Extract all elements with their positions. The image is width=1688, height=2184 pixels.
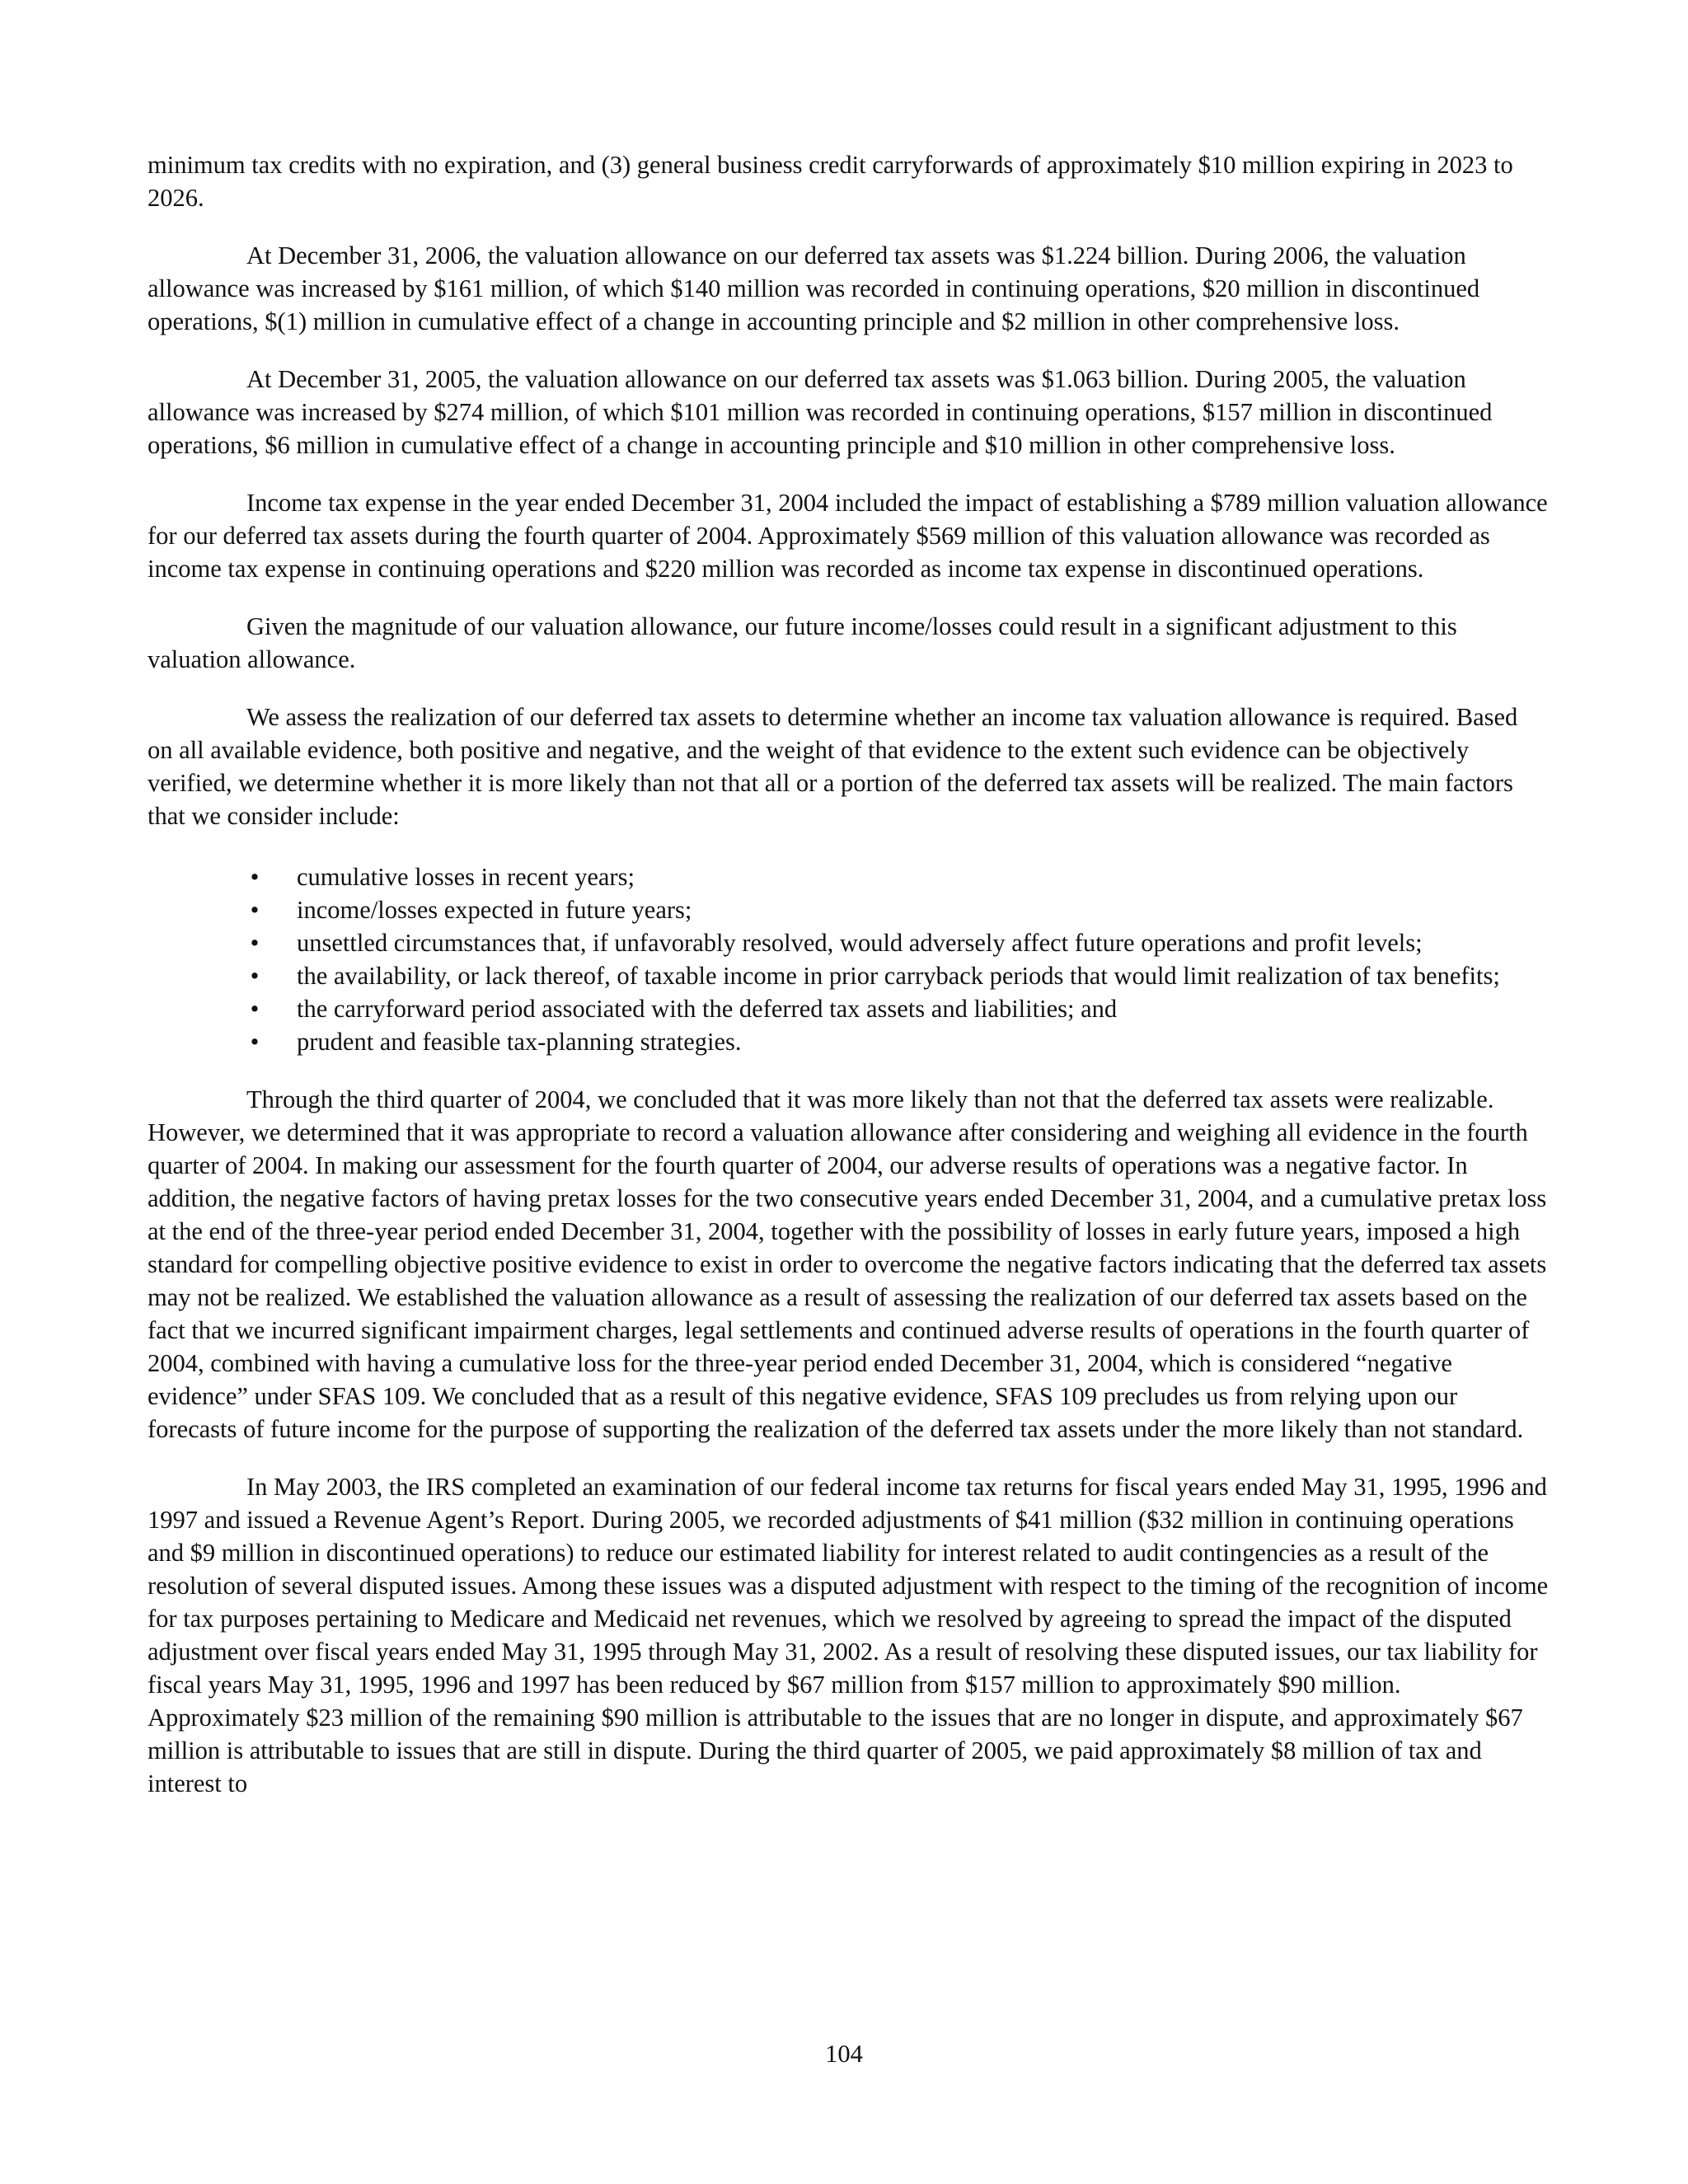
paragraph-valuation-2005: At December 31, 2005, the valuation allowance on our deferred tax assets was $1.063 billion. During 2005, the valuation allowance was increased by $274 million, of which $101 million was recorded in continuing operations, $157 million in discontinued operations, $6 million in cumulative effect of a change in accounting principle and $10 million in other comprehensive loss. — [148, 365, 1493, 459]
factors-list — [148, 860, 1549, 1058]
paragraph-third-quarter-2004: Through the third quarter of 2004, we concluded that it was more likely than not that the deferred tax assets were realizable. However, we determined that it was appropriate to record a valuation allowance after considering and weighing all evidence in the fourth quarter of 2004. In making our assessment for the fourth quarter of 2004, our adverse results of operations was a negative factor. In addition, the negative factors of having pretax losses for the two consecutive years ended December 31, 2004, and a cumulative pretax loss at the end of the three-year period ended December 31, 2004, together with the possibility of losses in early future years, imposed a high standard for compelling objective positive evidence to exist in order to overcome the negative factors indicating that the deferred tax assets may not be realized. We established the valuation allowance as a result of assessing the realization of our deferred tax assets based on the fact that we incurred significant impairment charges, legal settlements and continued adverse results of operations in the fourth quarter of 2004, combined with having a cumulative loss for the three-year period ended December 31, 2004, which is considered “negative evidence” under SFAS 109. We concluded that as a result of this negative evidence, SFAS 109 precludes us from relying upon our forecasts of future income for the purpose of supporting the realization of the deferred tax assets under the more likely than not standard. — [148, 1085, 1547, 1443]
paragraph-income-tax-2004: Income tax expense in the year ended December 31, 2004 included the impact of establishing a $789 million valuation allowance for our deferred tax assets during the fourth quarter of 2004. Approximately $569 million of this valuation allowance was recorded as income tax expense in continuing operations and $220 million was recorded as income tax expense in discontinued operations. — [148, 489, 1548, 583]
list-item — [148, 959, 1549, 992]
paragraph-valuation-2006: At December 31, 2006, the valuation allowance on our deferred tax assets was $1.224 billion. During 2006, the valuation allowance was increased by $161 million, of which $140 million was recorded in continuing operations, $20 million in discontinued operations, $(1) million in cumulative effect of a change in accounting principle and $2 million in other comprehensive loss. — [148, 241, 1480, 335]
paragraph-continuation: minimum tax credits with no expiration, and (3) general business credit carryforwards of approximately $10 million expiring in 2023 to 2026. — [148, 151, 1513, 212]
list-item-text: the carryforward period associated with the deferred tax assets and liabilities; and — [297, 995, 1118, 1023]
list-item — [148, 992, 1549, 1025]
list-item — [148, 926, 1549, 959]
list-item — [148, 1025, 1549, 1058]
bullet-icon: • — [250, 995, 260, 1023]
bullet-icon: • — [250, 929, 260, 957]
paragraph-magnitude: Given the magnitude of our valuation allowance, our future income/losses could result in a significant adjustment to this valuation allowance. — [148, 612, 1457, 673]
bullet-icon: • — [250, 863, 260, 891]
list-item — [148, 860, 1549, 893]
paragraph-irs-examination: In May 2003, the IRS completed an examination of our federal income tax returns for fiscal years ended May 31, 1995, 1996 and 1997 and issued a Revenue Agent’s Report. During 2005, we recorded adjustments of $41 million ($32 million in continuing operations and $9 million in discontinued operations) to reduce our estimated liability for interest related to audit contingencies as a result of the resolution of several disputed issues. Among these issues was a disputed adjustment with respect to the timing of the recognition of income for tax purposes pertaining to Medicare and Medicaid net revenues, which we resolved by agreeing to spread the impact of the disputed adjustment over fiscal years ended May 31, 1995 through May 31, 2002. As a result of resolving these disputed issues, our tax liability for fiscal years May 31, 1995, 1996 and 1997 has been reduced by $67 million from $157 million to approximately $90 million. Approximately $23 million of the remaining $90 million is attributable to the issues that are no longer in dispute, and approximately $67 million is attributable to issues that are still in dispute. During the third quarter of 2005, we paid approximately $8 million of tax and interest to — [148, 1473, 1549, 1797]
list-item-text: income/losses expected in future years; — [297, 896, 692, 924]
list-item — [148, 893, 1549, 926]
bullet-icon: • — [250, 962, 260, 990]
paragraph-assessment: We assess the realization of our deferred tax assets to determine whether an income tax valuation allowance is required. Based on all available evidence, both positive and negative, and the weight of that evidence to the extent such evidence can be objectively verified, we determine whether it is more likely than not that all or a portion of the deferred tax assets will be realized. The main factors that we consider include: — [148, 703, 1518, 830]
document-body — [148, 148, 1549, 1825]
page-number: 104 — [825, 2040, 863, 2068]
list-item-text: the availability, or lack thereof, of taxable income in prior carryback periods that would limit realization of tax benefits; — [297, 962, 1500, 990]
bullet-icon: • — [250, 896, 260, 924]
list-item-text: cumulative losses in recent years; — [297, 863, 635, 891]
bullet-icon: • — [250, 1028, 260, 1056]
list-item-text: prudent and feasible tax-planning strategies. — [297, 1028, 742, 1056]
list-item-text: unsettled circumstances that, if unfavorably resolved, would adversely affect future operations and profit levels; — [297, 929, 1423, 957]
